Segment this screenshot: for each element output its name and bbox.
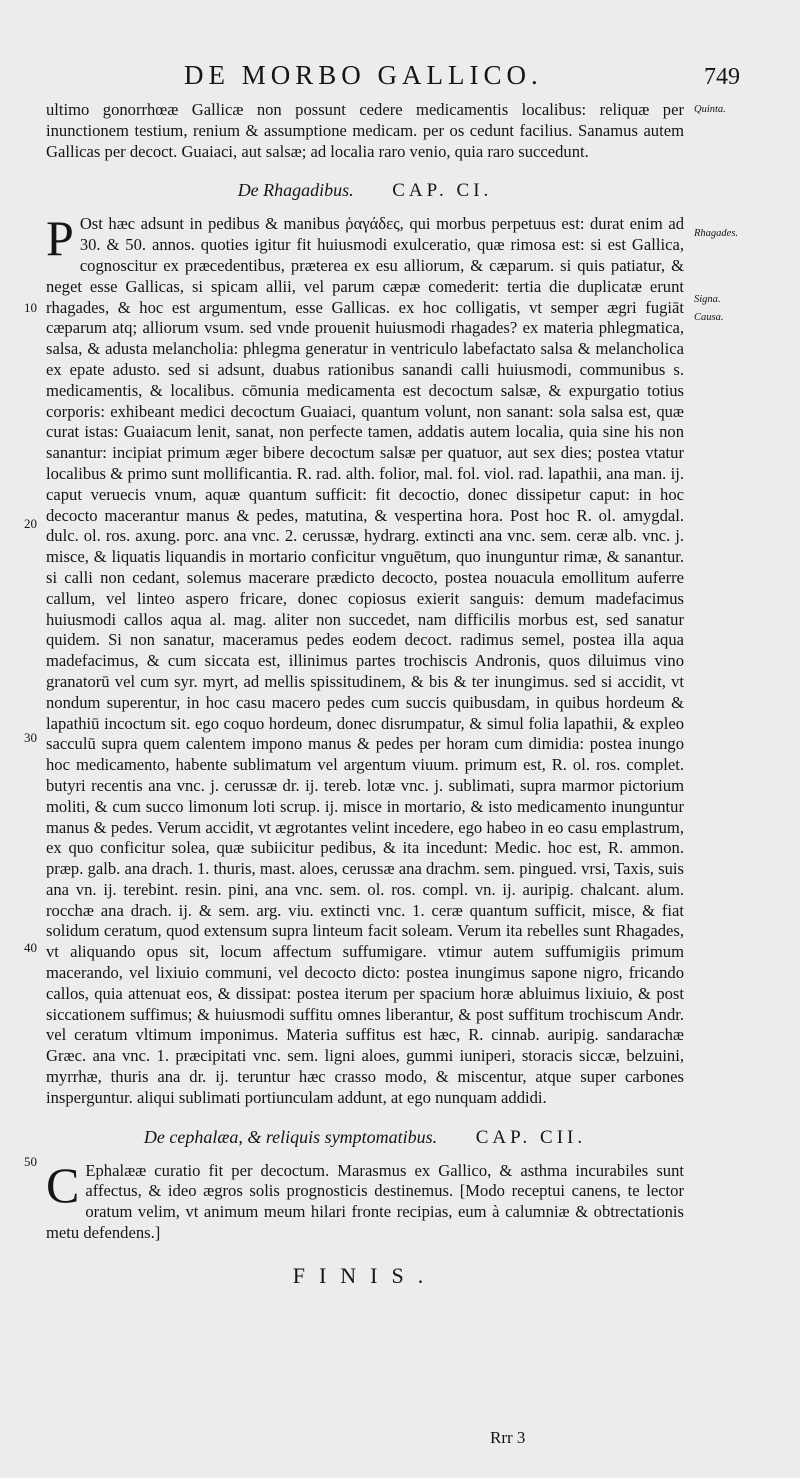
- signature-mark: Rrr 3: [490, 1428, 526, 1447]
- line-number-20: 20: [24, 516, 37, 531]
- chapter-101-number: CAP. CI.: [392, 180, 493, 202]
- finis-mark: FINIS.: [292, 1262, 438, 1288]
- chapter-102-dropcap: C: [46, 1156, 80, 1213]
- intro-paragraph: ultimo gonorrhœæ Gallicæ non possunt cedere medicamentis localibus: reliquæ per inunctionem testium, renium & assumptione medicam. per os cedunt facilius. Sanamus autem Gallicas per decoct. Guaiaci, aut salsæ; ad localia raro venio, quia raro succedunt.: [46, 100, 684, 161]
- margin-note-signa: Signa.: [694, 294, 721, 305]
- running-title: DE MORBO GALLICO.: [184, 60, 543, 90]
- chapter-102-heading: [46, 1127, 684, 1151]
- line-number-50: 50: [24, 1154, 37, 1169]
- running-header: [0, 60, 800, 96]
- line-number-10: 10: [24, 300, 37, 315]
- chapter-101-title: De Rhagadibus.: [237, 180, 354, 201]
- main-text-block: [46, 100, 684, 1287]
- margin-note-rhagades: Rhagades.: [694, 228, 739, 239]
- chapter-101-dropcap: P: [46, 210, 74, 267]
- chapter-102-number: CAP. CII.: [475, 1126, 587, 1148]
- chapter-102-paragraph: [46, 1156, 684, 1244]
- chapter-101-text: Ost hæc adsunt in pedibus & manibus ῥαγάδες, qui morbus perpetuus est: durat enim ad 30. & 50. annos. quoties igitur fit huiusmodi exulceratio, quæ rimosa est: si est Gallica, cognoscitur ex præcedentibus, præterea ex esu alliorum, & cæparum. si quis patiatur, & neget esse Gallicas, si spicam allii, vel parum cæpæ comederit: tertia die duplicatæ erunt rhagades, & hoc est argumentum, esse Gallicas. ex hoc colligatis, vt semper ægri fugiāt cæparum atq; alliorum vsum. sed vnde prouenit huiusmodi rhagades? ex materia phlegmatica, salsa, & adusta melancholia: phlegma generatur in ventriculo labefactato salsa & melancholica ex epate adusto. sed si adsunt, duabus rationibus sanandi calli huiusmodi, communibus s. medicamentis, & localibus. cōmunia medicamenta est decoctum salsæ, & expurgatio totius corporis: exhibeant medici decoctum Guaiaci, quantum volunt, non sanant: sola salsa est, quæ curat istas: Guaiacum lenit, sanat, non perfecte tamen, addatis autem localia, quia sine his non sanantur: incipiat primum æger bibere decoctum salsæ per quatuor, aut sex dies; postea vtatur localibus & primo sunt mollificantia. R. rad. alth. folior, mal. fol. viol. rad. lapathii, ana man. ij. caput veruecis vnum, aquæ quantum sufficit: fit decoctio, donec dissipetur caput: in hoc decocto macerantur manus & pedes, matutina, & vespertina hora. Post hoc R. ol. amygdal. dulc. ol. ros. axung. porc. ana vnc. 2. cerussæ, hydrarg. extincti ana vnc. sem. ceræ alb. vnc. j. misce, & liquatis liquandis in mortario conficitur vnguētum, quo inunguntur rimæ, & sanantur. si calli non cedant, solemus macerare prædicto decocto, postea nouacula emollitum auferre callum, vel linteo aspero fricare, donec copiosus exierit sanguis: demum madefacimus huiusmodi callos aqua al. mag. aliter non succedet, nam difficilis morbus est, sed sanatur quidem. Si non sanatur, maceramus pedes eodem decoct. radimus semel, postea illa aqua madefacimus, & cum siccata est, illinimus partes trochiscis Andronis, quos diluimus vino granatorū vel cum syr. myrt, ad mellis spissitudinem, & bis & ter inungimus. sed si accidit, vt nondum superentur, in hoc casu macero pedes cum succis quibusdam, in quibus hordeum & lapathiū incoctum sit. ego coquo hordeum, donec disrumpatur, & simul folia lapathii, & expleo sacculū supra quem calentem impono manus & pedes per horam cum dimidia: postea inungo hoc medicamento, habente sublimatum vel argentum viuum. primum est, R. ol. ros. complet. butyri recentis ana vnc. j. cerussæ dr. ij. tereb. lotæ vnc. j. sublimati, supra marmor pictorium moliti, & cum succo limonum loti scrup. ij. misce in mortario, & isto medicamento inunguntur manus & pedes. Verum accidit, vt ægrotantes velint incedere, ego habeo in eo casu emplastrum, ex quo conficitur solea, quæ subiicitur pedibus, & ita incedunt: Medic. hoc est, R. ammon. præp. galb. ana drach. 1. thuris, mast. aloes, cerussæ ana drachm. sem. pingued. vrsi, Taxis, suis ana vn. ij. terebint. resin. pini, ana vnc. sem. ol. ros. compl. vn. ij. auripig. chalcant. alum. rocchæ ana drach. ij. & sem. arg. viu. extincti vnc. 1. ceræ quantum sufficit, misce, & fiat solidum ceratum, quod extensum supra linteum facit soleam. Verum ita rebelles sunt Rhagades, vt aliquando opus sit, locum affectum suffumigare. vtimur autem suffumigiis primum macerando, vel lixiuio communi, vel decocto dicto: postea inungimus sapone nigro, fricando callos, quia attenuat eos, & dissipat: postea iterum per spacium horæ abluimus lixiuio, & post siccationem suffimus; & huiusmodi suffitu omnes liberantur, & post suffitum trochiscum Andr. vel ceratum vltimum imponimus. Materia suffitus est hæc, R. cinnab. auripig. sandarachæ Græc. ana vnc. 1. præcipitati vnc. sem. ligni aloes, gummi iuniperi, storacis siccæ, belzuini, myrrhæ, thuris ana dr. ij. teruntur hæc crasso modo, & miscentur, atque super carbones insperguntur. aliqui sublimati portiunculam addunt, at ego nunquam addidi.: [46, 214, 684, 1107]
- chapter-102-title: De cephalæa, & reliquis symptomatibus.: [143, 1126, 438, 1147]
- page-number: 749: [704, 64, 740, 90]
- margin-note-causa: Causa.: [694, 312, 724, 323]
- margin-note-quinta: Quinta.: [694, 104, 726, 115]
- chapter-101-paragraph: [46, 210, 684, 1108]
- chapter-102-text: Ephalææ curatio fit per decoctum. Marasmus ex Gallico, & asthma incurabiles sunt affectus, & ideo ægros solis prognosticis destinemus. [Modo receptui canens, te lector oratum velim, vt animum meum hilari fronte recipias, eum à calumniæ & obtrectationis metu defendens.]: [46, 1160, 684, 1243]
- line-number-30: 30: [24, 730, 37, 745]
- chapter-101-heading: [46, 180, 684, 204]
- line-number-40: 40: [24, 940, 37, 955]
